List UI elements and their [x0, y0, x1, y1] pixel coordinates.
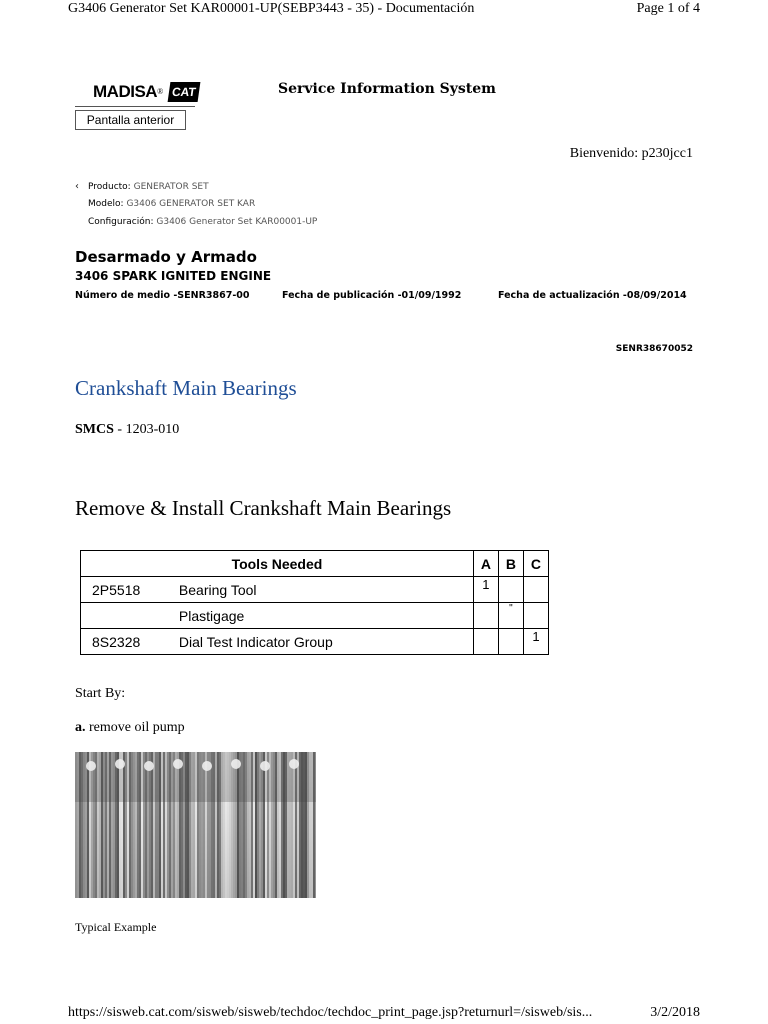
- count-c: [523, 577, 548, 603]
- producto-label: Producto:: [88, 182, 131, 192]
- document-id: SENR38670052: [615, 344, 693, 354]
- smcs-label: SMCS: [75, 422, 114, 437]
- column-c-header: C: [523, 551, 548, 577]
- table-row: [81, 577, 549, 603]
- tool-description: Plastigage: [170, 603, 473, 629]
- tool-description: Bearing Tool: [170, 577, 473, 603]
- document-title: Desarmado y Armado: [75, 248, 257, 266]
- tool-description: Dial Test Indicator Group: [170, 629, 473, 655]
- document-subtitle: 3406 SPARK IGNITED ENGINE: [75, 269, 272, 283]
- system-title: Service Information System: [278, 81, 496, 97]
- step-a-label: a.: [75, 720, 86, 735]
- section-heading: Crankshaft Main Bearings: [75, 376, 297, 400]
- procedure-heading: Remove & Install Crankshaft Main Bearings: [75, 496, 452, 520]
- config-label: Configuración:: [88, 217, 154, 227]
- breadcrumb-producto[interactable]: [75, 181, 209, 192]
- producto-value: GENERATOR SET: [133, 182, 209, 192]
- part-number: [81, 603, 170, 629]
- logo-text: MADISA: [93, 81, 158, 101]
- step-a: [75, 720, 185, 736]
- count-c: 1: [523, 629, 548, 655]
- engine-photo: [75, 752, 316, 898]
- count-b: ": [498, 603, 523, 629]
- cat-logo-mark: CAT: [168, 82, 201, 102]
- breadcrumb-modelo: [88, 199, 255, 209]
- column-a-header: A: [473, 551, 498, 577]
- smcs-code: [75, 422, 179, 438]
- logo-divider: [75, 106, 195, 107]
- welcome-text: Bienvenido: p230jcc1: [569, 146, 693, 161]
- count-a: [473, 629, 498, 655]
- count-b: [498, 577, 523, 603]
- count-a: 1: [473, 577, 498, 603]
- print-header-page: Page 1 of 4: [636, 1, 700, 16]
- config-value: G3406 Generator Set KAR00001-UP: [156, 217, 318, 227]
- print-footer-url: https://sisweb.cat.com/sisweb/sisweb/techdoc/techdoc_print_page.jsp?returnurl=/sisweb/sis...: [68, 1005, 593, 1020]
- part-number: 2P5518: [81, 577, 170, 603]
- count-a: [473, 603, 498, 629]
- table-header-row: [81, 551, 549, 577]
- tools-table: [80, 550, 549, 655]
- modelo-label: Modelo:: [88, 199, 124, 209]
- table-row: [81, 603, 549, 629]
- breadcrumb-config: [88, 217, 317, 227]
- smcs-value: - 1203-010: [113, 422, 180, 437]
- count-b: [498, 629, 523, 655]
- tools-needed-header: Tools Needed: [81, 551, 474, 577]
- media-number: Número de medio -SENR3867-00: [75, 290, 250, 301]
- modelo-value: G3406 GENERATOR SET KAR: [126, 199, 256, 209]
- start-by-label: Start By:: [75, 686, 126, 701]
- count-c: [523, 603, 548, 629]
- madisa-cat-logo: [75, 77, 195, 106]
- part-number: 8S2328: [81, 629, 170, 655]
- back-button[interactable]: Pantalla anterior: [75, 110, 186, 130]
- registered-icon: ®: [157, 87, 164, 96]
- column-b-header: B: [498, 551, 523, 577]
- table-row: [81, 629, 549, 655]
- print-header-title: G3406 Generator Set KAR00001-UP(SEBP3443 - 35) - Documentación: [68, 1, 475, 16]
- chevron-left-icon[interactable]: ‹: [75, 181, 79, 192]
- print-footer-date: 3/2/2018: [650, 1005, 700, 1020]
- publication-date: Fecha de publicación -01/09/1992: [282, 290, 462, 301]
- figure-caption: Typical Example: [75, 920, 157, 934]
- update-date: Fecha de actualización -08/09/2014: [498, 290, 687, 301]
- step-a-text: remove oil pump: [85, 720, 185, 735]
